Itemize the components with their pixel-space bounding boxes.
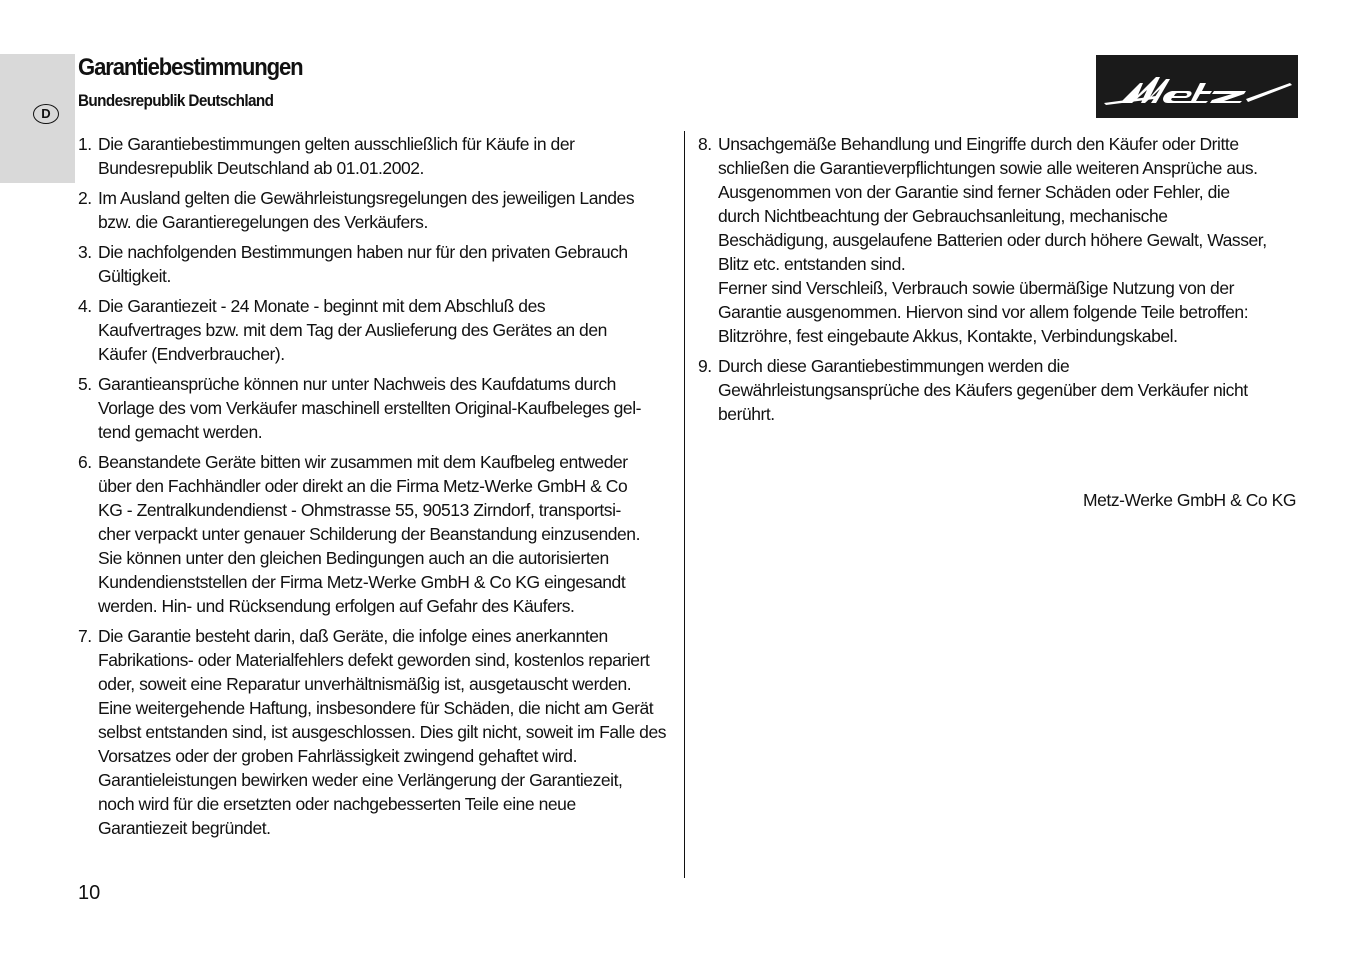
item-text: Die nachfolgenden Bestimmungen haben nur für den privaten Gebrauch Gültigkeit.	[98, 242, 628, 286]
item-number: 5.	[78, 374, 92, 394]
metz-logo	[1096, 55, 1298, 118]
item-text: Beanstandete Geräte bitten wir zusammen mit dem Kaufbeleg entweder über den Fachhändler oder direkt an die Firma Metz-Werke GmbH & Co KG - Zentralkundendienst - Ohmstrasse 55, 90513 Zirndorf, transportsi- cher verpackt unter genauer Schilderung der Beanstandung einzusenden. Sie können unter den gleichen Bedingungen auch an die autorisierten Kundendienststellen der Firma Metz-Werke GmbH & Co KG eingesandt werden. Hin- und Rücksendung erfolgen auf Gefahr des Käufers.	[98, 452, 640, 616]
list-item	[78, 372, 678, 444]
column-divider	[684, 131, 685, 878]
metz-logo-icon	[1096, 55, 1298, 118]
list-item	[78, 186, 678, 234]
item-text: Garantieansprüche können nur unter Nachweis des Kaufdatums durch Vorlage des vom Verkäufer maschinell erstellten Original-Kaufbeleges gel- tend gemacht werden.	[98, 374, 642, 442]
list-item	[78, 240, 678, 288]
left-column	[78, 132, 678, 846]
item-number: 7.	[78, 626, 92, 646]
item-text: Die Garantiebestimmungen gelten ausschließlich für Käufe in der Bundesrepublik Deutschland ab 01.01.2002.	[98, 134, 575, 178]
list-item	[78, 450, 678, 618]
item-number: 8.	[698, 134, 712, 154]
language-badge: D	[33, 104, 59, 124]
item-text: Unsachgemäße Behandlung und Eingriffe durch den Käufer oder Dritte schließen die Garantieverpflichtungen sowie alle weiteren Ansprüche aus. Ausgenommen von der Garantie sind ferner Schäden oder Fehler, die durch Nichtbeachtung der Gebrauchsanleitung, mechanische Beschädigung, ausgelaufene Batterien oder durch höhere Gewalt, Wasser, Blitz etc. entstanden sind. Ferner sind Verschleiß, Verbrauch sowie übermäßige Nutzung von der Garantie ausgenommen. Hiervon sind vor allem folgende Teile betroffen: Blitzröhre, fest eingebaute Akkus, Kontakte, Verbindungskabel.	[718, 134, 1267, 346]
item-text: Die Garantie besteht darin, daß Geräte, die infolge eines anerkannten Fabrikations- oder Materialfehlers defekt geworden sind, kostenlos repariert oder, soweit eine Reparatur unverhältnismäßig ist, ausgetauscht werden. Eine weitergehende Haftung, insbesondere für Schäden, die nicht am Gerät selbst entstanden sind, ist ausgeschlossen. Dies gilt nicht, soweit im Falle des Vorsatzes oder der groben Fahrlässigkeit zwingend gehaftet wird. Garantieleistungen bewirken weder eine Verlängerung der Garantiezeit, noch wird für die ersetzten oder nachgebesserten Teile eine neue Garantiezeit begründet.	[98, 626, 667, 838]
page-subtitle: Bundesrepublik Deutschland	[78, 91, 274, 110]
list-item	[78, 294, 678, 366]
item-text: Im Ausland gelten die Gewährleistungsregelungen des jeweiligen Landes bzw. die Garantieregelungen des Verkäufers.	[98, 188, 635, 232]
item-number: 1.	[78, 134, 92, 154]
list-item	[698, 132, 1300, 348]
list-item	[698, 354, 1300, 426]
item-number: 3.	[78, 242, 92, 262]
page-title: Garantiebestimmungen	[78, 54, 303, 81]
list-item	[78, 624, 678, 840]
company-signature: Metz-Werke GmbH & Co KG	[1083, 490, 1296, 510]
item-text: Die Garantiezeit - 24 Monate - beginnt mit dem Abschluß des Kaufvertrages bzw. mit dem Tag der Auslieferung des Gerätes an den Käufer (Endverbraucher).	[98, 296, 607, 364]
page-number: 10	[78, 882, 101, 904]
item-number: 4.	[78, 296, 92, 316]
item-number: 2.	[78, 188, 92, 208]
item-number: 6.	[78, 452, 92, 472]
item-text: Durch diese Garantiebestimmungen werden die Gewährleistungsansprüche des Käufers gegenüber dem Verkäufer nicht berührt.	[718, 356, 1248, 424]
item-number: 9.	[698, 356, 712, 376]
list-item	[78, 132, 678, 180]
right-column	[698, 132, 1300, 432]
